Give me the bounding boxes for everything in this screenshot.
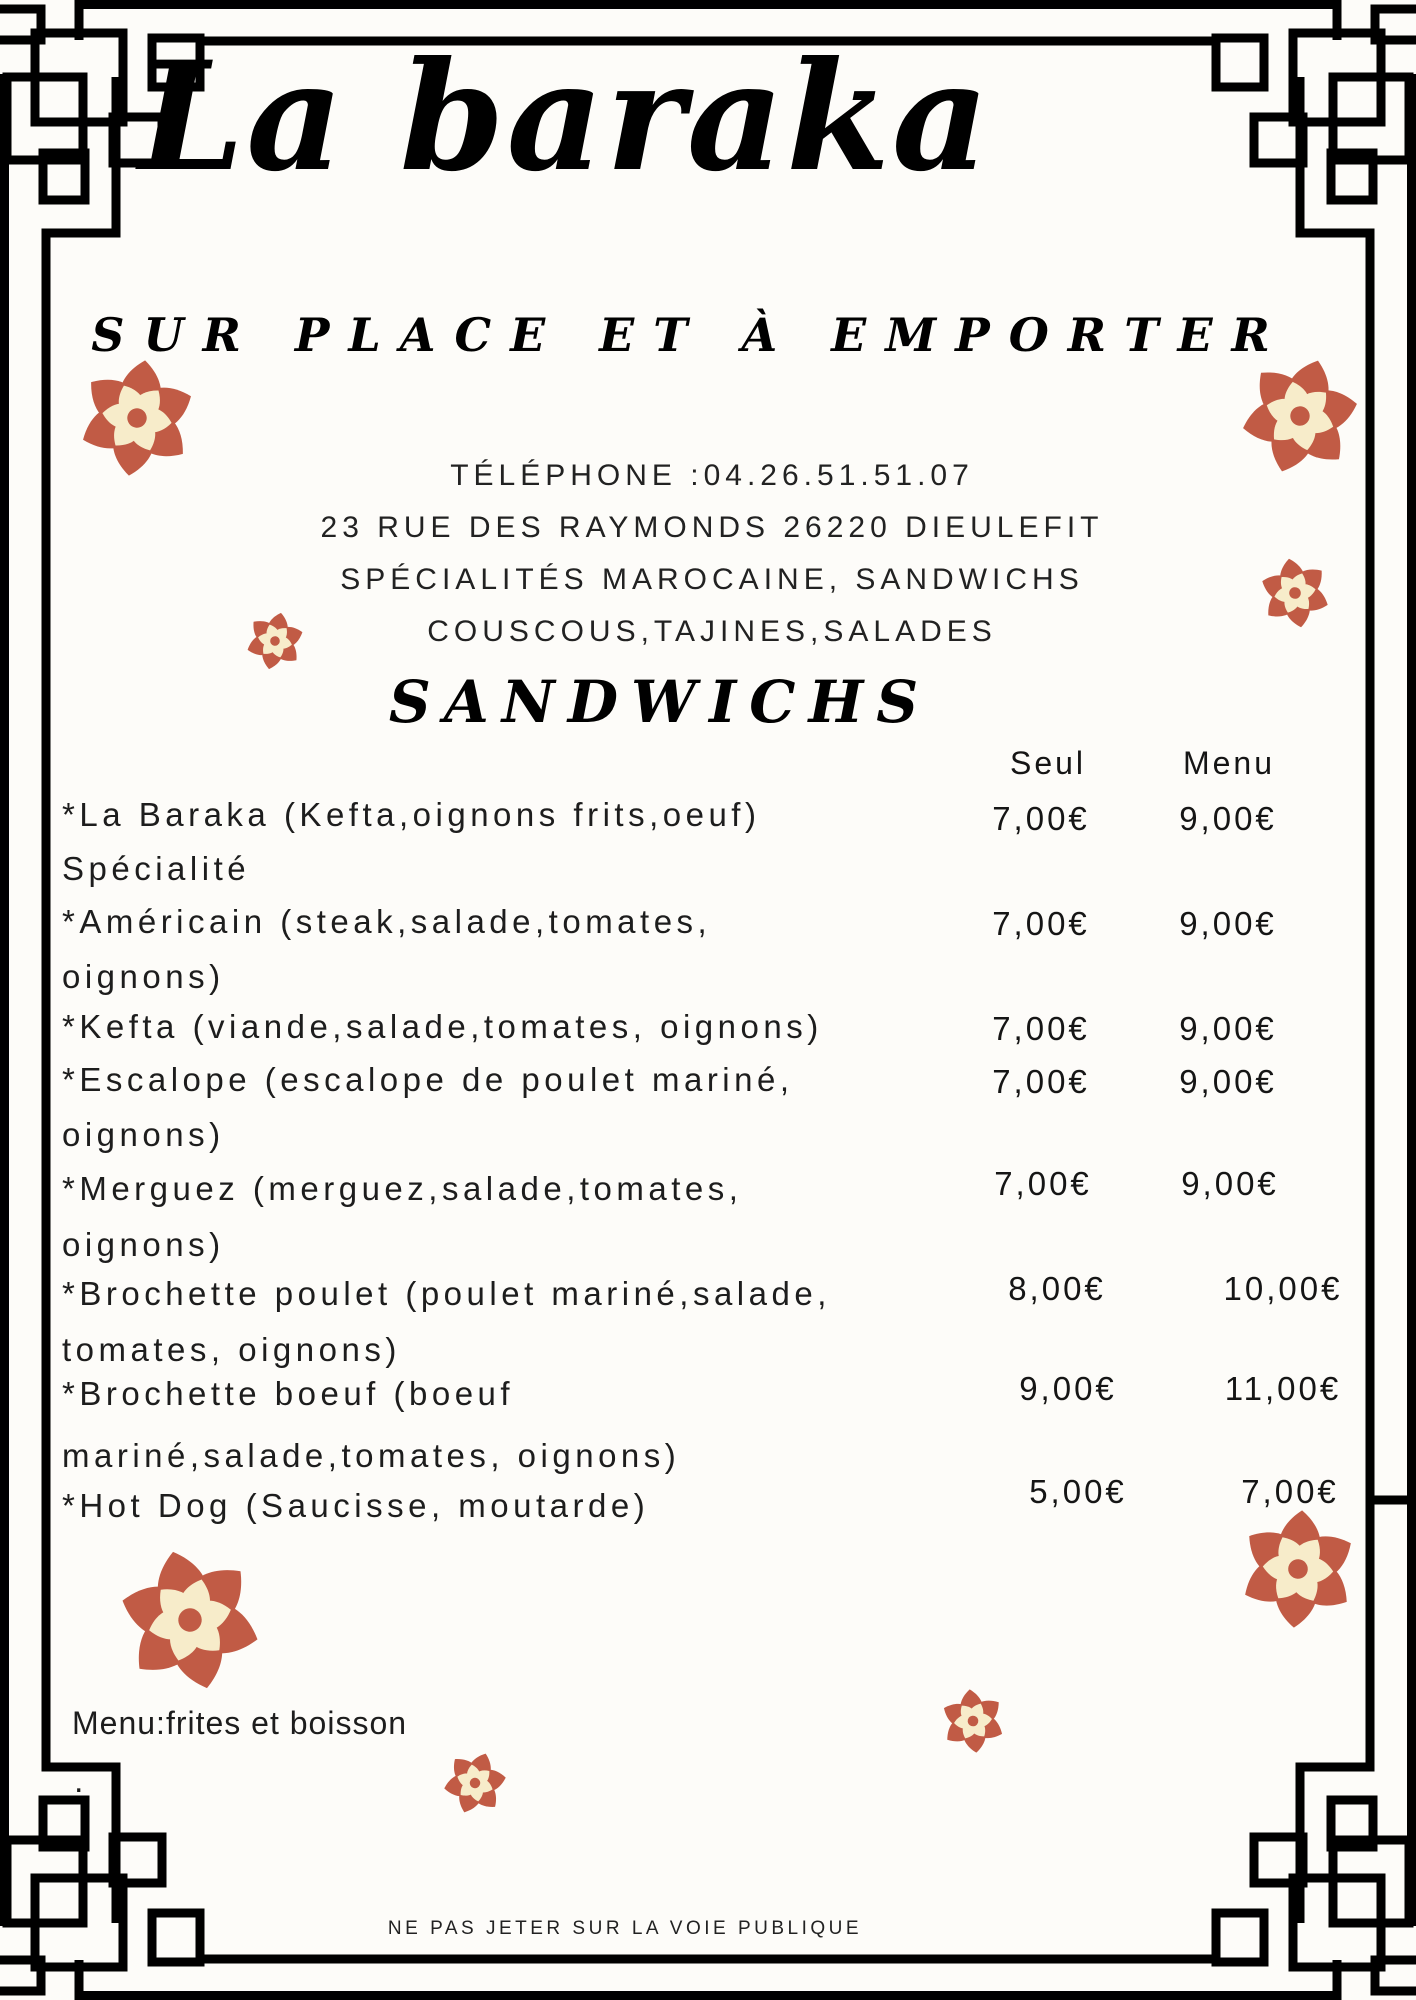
menu-item-name-line: *La Baraka (Kefta,oignons frits,oeuf)	[62, 796, 761, 833]
menu-item-name-line: *Kefta (viande,salade,tomates, oignons)	[62, 1008, 823, 1045]
flower-icon	[937, 1686, 1010, 1756]
menu-item-price-seul: 7,00€	[992, 1010, 1090, 1047]
menu-item-name-line: oignons)	[62, 1116, 225, 1153]
menu-item-name-line: tomates, oignons)	[62, 1331, 401, 1368]
menu-item-price-seul: 9,00€	[1019, 1370, 1117, 1407]
menu-item-price-seul: 7,00€	[992, 800, 1090, 837]
menu-item-name-line: *Brochette boeuf (boeuf	[62, 1375, 515, 1412]
menu-item-name-line: *Merguez (merguez,salade,tomates,	[62, 1170, 743, 1207]
menu-item-price-seul: 7,00€	[992, 1063, 1090, 1100]
footer-note: NE PAS JETER SUR LA VOIE PUBLIQUE	[387, 1918, 863, 1939]
flower-icon	[1253, 552, 1337, 633]
flower-icon	[240, 607, 311, 676]
flower-icon	[1233, 1506, 1363, 1632]
contact-dishes: COUSCOUS,TAJINES,SALADES	[427, 615, 997, 648]
menu-item-price-menu: 9,00€	[1181, 1165, 1279, 1202]
menu-item-name-line: oignons)	[62, 1226, 225, 1263]
stray-period: .	[74, 1762, 84, 1800]
page-title: La baraka	[138, 29, 992, 205]
menu-item-price-seul: 7,00€	[992, 905, 1090, 942]
menu-item-name-line: mariné,salade,tomates, oignons)	[62, 1437, 681, 1474]
menu-item-price-seul: 7,00€	[994, 1165, 1092, 1202]
contact-specialties: SPÉCIALITÉS MAROCAINE, SANDWICHS	[340, 563, 1084, 596]
menu-item-price-menu: 10,00€	[1223, 1270, 1343, 1307]
column-header-menu: Menu	[1182, 745, 1276, 781]
menu-item-price-seul: 5,00€	[1029, 1473, 1127, 1510]
lattice-corner-ornament-bottom-left	[0, 1739, 261, 2000]
menu-item-price-menu: 11,00€	[1224, 1370, 1342, 1407]
lattice-corner-ornament-bottom-right	[1155, 1739, 1416, 2000]
menu-item-name-line: *Brochette poulet (poulet mariné,salade,	[62, 1275, 831, 1312]
flower-icon	[69, 352, 205, 484]
page-subtitle: SUR PLACE ET À EMPORTER	[91, 308, 1289, 362]
menu-note: Menu:frites et boisson	[72, 1705, 408, 1741]
column-header-seul: Seul	[1009, 745, 1087, 781]
menu-item-name-line: *Escalope (escalope de poulet mariné,	[62, 1061, 794, 1098]
menu-item-price-menu: 7,00€	[1241, 1473, 1339, 1510]
flower-icon	[1224, 342, 1375, 490]
frame-lines	[5, 5, 1412, 1996]
menu-item-price-menu: 9,00€	[1179, 1010, 1277, 1047]
menu-item-price-menu: 9,00€	[1179, 905, 1277, 942]
menu-item-name-line: oignons)	[62, 958, 225, 995]
lattice-corner-ornament-top-right	[1155, 0, 1416, 261]
menu-item-price-menu: 9,00€	[1179, 800, 1277, 837]
menu-item-name-line: Spécialité	[62, 850, 251, 887]
flower-icon	[434, 1743, 516, 1824]
section-title-sandwichs: SANDWICHS	[388, 668, 932, 736]
menu-item-name-line: *Américain (steak,salade,tomates,	[62, 903, 712, 940]
flower-icon	[102, 1534, 278, 1706]
menu-item-price-seul: 8,00€	[1008, 1270, 1106, 1307]
menu-item-price-menu: 9,00€	[1179, 1063, 1277, 1100]
contact-address: 23 RUE DES RAYMONDS 26220 DIEULEFIT	[320, 511, 1104, 544]
menu-item-name-line: *Hot Dog (Saucisse, moutarde)	[62, 1487, 650, 1524]
contact-phone: TÉLÉPHONE :04.26.51.51.07	[450, 459, 974, 492]
